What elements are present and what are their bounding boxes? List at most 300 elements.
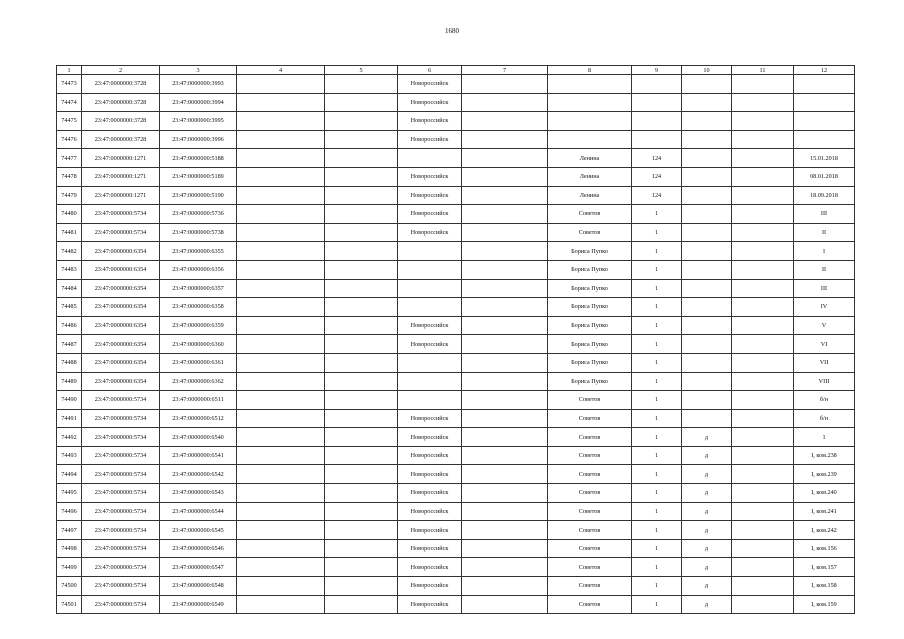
table-cell-col-3: 23:47:0000000:6360 [160, 335, 237, 354]
table-cell-col-12: 1 [794, 428, 855, 447]
table-cell-col-5 [325, 167, 398, 186]
table-cell-col-11 [732, 186, 794, 205]
table-cell-col-7 [462, 205, 548, 224]
table-cell-col-3: 23:47:0000000:6511 [160, 391, 237, 410]
table-cell-col-6: Новороссийск [398, 465, 462, 484]
table-cell-col-11 [732, 391, 794, 410]
table-cell-col-10 [682, 316, 732, 335]
table-row [57, 484, 855, 503]
table-cell-col-11 [732, 223, 794, 242]
table-cell-col-2: 23:47:0000000:5734 [82, 409, 160, 428]
table-cell-col-6: Новороссийск [398, 335, 462, 354]
table-cell-col-6: Новороссийск [398, 223, 462, 242]
table-cell-col-8: Бориса Пупко [548, 279, 632, 298]
table-cell-col-9: 1 [632, 446, 682, 465]
table-row [57, 335, 855, 354]
table-cell-col-10 [682, 149, 732, 168]
table-cell-col-12: I, ком.157 [794, 558, 855, 577]
table-cell-col-8: Бориса Пупко [548, 353, 632, 372]
table-cell-col-4 [237, 130, 325, 149]
table-cell-col-2: 23:47:0000000:6354 [82, 335, 160, 354]
table-cell-col-2: 23:47:0000000:5734 [82, 577, 160, 596]
table-cell-col-7 [462, 167, 548, 186]
table-cell-col-12: I, ком.156 [794, 539, 855, 558]
column-header-9: 9 [632, 66, 682, 75]
table-cell-col-7 [462, 409, 548, 428]
table-cell-col-1: 74488 [57, 353, 82, 372]
table-cell-col-8 [548, 130, 632, 149]
table-cell-col-8: Советов [548, 577, 632, 596]
table-cell-col-9: 1 [632, 409, 682, 428]
table-cell-col-4 [237, 502, 325, 521]
table-cell-col-6: Новороссийск [398, 409, 462, 428]
table-cell-col-7 [462, 75, 548, 94]
table-cell-col-3: 23:47:0000000:6545 [160, 521, 237, 540]
table-cell-col-10 [682, 260, 732, 279]
table-cell-col-9: 124 [632, 186, 682, 205]
table-cell-col-5 [325, 391, 398, 410]
table-cell-col-12: III [794, 205, 855, 224]
table-row [57, 558, 855, 577]
table-cell-col-9 [632, 93, 682, 112]
table-row [57, 521, 855, 540]
table-cell-col-12: 08.01.2018 [794, 167, 855, 186]
table-cell-col-1: 74498 [57, 539, 82, 558]
table-cell-col-11 [732, 149, 794, 168]
table-cell-col-4 [237, 260, 325, 279]
table-cell-col-1: 74485 [57, 298, 82, 317]
table-cell-col-11 [732, 93, 794, 112]
table-row [57, 223, 855, 242]
table-cell-col-5 [325, 93, 398, 112]
table-row [57, 130, 855, 149]
table-cell-col-3: 23:47:0000000:5738 [160, 223, 237, 242]
table-cell-col-5 [325, 205, 398, 224]
table-row [57, 391, 855, 410]
table-cell-col-9: 1 [632, 595, 682, 614]
table-cell-col-1: 74489 [57, 372, 82, 391]
table-cell-col-12 [794, 75, 855, 94]
table-cell-col-12: 15.01.2018 [794, 149, 855, 168]
table-cell-col-3: 23:47:0000000:6512 [160, 409, 237, 428]
table-cell-col-9: 1 [632, 484, 682, 503]
table-cell-col-2: 23:47:0000000:1271 [82, 167, 160, 186]
table-cell-col-7 [462, 577, 548, 596]
table-cell-col-1: 74474 [57, 93, 82, 112]
table-cell-col-6 [398, 279, 462, 298]
table-row [57, 428, 855, 447]
table-cell-col-6: Новороссийск [398, 428, 462, 447]
table-cell-col-6: Новороссийск [398, 521, 462, 540]
table-cell-col-7 [462, 372, 548, 391]
table-cell-col-2: 23:47:0000000:5734 [82, 502, 160, 521]
table-cell-col-9: 1 [632, 465, 682, 484]
table-cell-col-6: Новороссийск [398, 539, 462, 558]
table-cell-col-6: Новороссийск [398, 316, 462, 335]
table-cell-col-10: д [682, 595, 732, 614]
table-cell-col-1: 74491 [57, 409, 82, 428]
table-cell-col-1: 74482 [57, 242, 82, 261]
table-cell-col-5 [325, 223, 398, 242]
table-cell-col-9: 1 [632, 260, 682, 279]
table-cell-col-4 [237, 167, 325, 186]
table-cell-col-12: I, ком.238 [794, 446, 855, 465]
table-cell-col-1: 74492 [57, 428, 82, 447]
table-cell-col-3: 23:47:0000000:3996 [160, 130, 237, 149]
table-cell-col-9: 1 [632, 577, 682, 596]
table-cell-col-7 [462, 335, 548, 354]
table-cell-col-3: 23:47:0000000:6359 [160, 316, 237, 335]
column-header-4: 4 [237, 66, 325, 75]
table-cell-col-5 [325, 298, 398, 317]
table-cell-col-12: VII [794, 353, 855, 372]
table-cell-col-2: 23:47:0000000:6354 [82, 260, 160, 279]
table-cell-col-6: Новороссийск [398, 205, 462, 224]
table-cell-col-4 [237, 595, 325, 614]
table-cell-col-11 [732, 335, 794, 354]
column-header-7: 7 [462, 66, 548, 75]
table-cell-col-4 [237, 558, 325, 577]
table-cell-col-6: Новороссийск [398, 484, 462, 503]
table-cell-col-5 [325, 112, 398, 131]
column-header-3: 3 [160, 66, 237, 75]
table-cell-col-9: 1 [632, 558, 682, 577]
table-cell-col-9: 1 [632, 428, 682, 447]
table-cell-col-12 [794, 112, 855, 131]
table-cell-col-12: I, ком.239 [794, 465, 855, 484]
table-cell-col-12: VIII [794, 372, 855, 391]
table-cell-col-9: 1 [632, 539, 682, 558]
table-cell-col-2: 23:47:0000000:6354 [82, 353, 160, 372]
table-cell-col-7 [462, 502, 548, 521]
table-cell-col-12: б/н [794, 391, 855, 410]
table-cell-col-9: 1 [632, 279, 682, 298]
table-cell-col-1: 74496 [57, 502, 82, 521]
table-cell-col-11 [732, 446, 794, 465]
table-cell-col-2: 23:47:0000000:6354 [82, 279, 160, 298]
table-cell-col-7 [462, 186, 548, 205]
table-cell-col-11 [732, 75, 794, 94]
table-cell-col-7 [462, 242, 548, 261]
table-cell-col-4 [237, 335, 325, 354]
table-cell-col-8: Ленина [548, 149, 632, 168]
table-row [57, 93, 855, 112]
table-cell-col-9 [632, 130, 682, 149]
table-cell-col-1: 74497 [57, 521, 82, 540]
table-body [57, 75, 855, 614]
table-cell-col-5 [325, 484, 398, 503]
table-cell-col-8: Советов [548, 521, 632, 540]
table-cell-col-8 [548, 112, 632, 131]
table-cell-col-1: 74499 [57, 558, 82, 577]
table-cell-col-2: 23:47:0000000:3728 [82, 130, 160, 149]
table-cell-col-10 [682, 279, 732, 298]
table-cell-col-4 [237, 521, 325, 540]
table-cell-col-12: б/н [794, 409, 855, 428]
table-cell-col-4 [237, 577, 325, 596]
table-cell-col-1: 74486 [57, 316, 82, 335]
table-cell-col-4 [237, 484, 325, 503]
table-cell-col-10 [682, 130, 732, 149]
table-cell-col-12 [794, 130, 855, 149]
table-cell-col-8: Бориса Пупко [548, 335, 632, 354]
table-cell-col-7 [462, 112, 548, 131]
table-cell-col-3: 23:47:0000000:6542 [160, 465, 237, 484]
table-cell-col-2: 23:47:0000000:3728 [82, 93, 160, 112]
table-row [57, 409, 855, 428]
table-cell-col-1: 74478 [57, 167, 82, 186]
table-cell-col-8: Бориса Пупко [548, 260, 632, 279]
table-cell-col-11 [732, 502, 794, 521]
table-cell-col-5 [325, 577, 398, 596]
table-cell-col-7 [462, 484, 548, 503]
table-cell-col-4 [237, 149, 325, 168]
table-cell-col-9: 1 [632, 223, 682, 242]
table-cell-col-9: 1 [632, 502, 682, 521]
table-cell-col-5 [325, 502, 398, 521]
table-cell-col-3: 23:47:0000000:6547 [160, 558, 237, 577]
table-cell-col-6: Новороссийск [398, 186, 462, 205]
table-cell-col-6: Новороссийск [398, 446, 462, 465]
table-row [57, 205, 855, 224]
table-cell-col-4 [237, 428, 325, 447]
table-cell-col-10 [682, 112, 732, 131]
table-cell-col-7 [462, 521, 548, 540]
table-row [57, 167, 855, 186]
table-cell-col-7 [462, 298, 548, 317]
table-cell-col-10: д [682, 577, 732, 596]
table-cell-col-7 [462, 279, 548, 298]
table-cell-col-1: 74477 [57, 149, 82, 168]
table-cell-col-12: I [794, 242, 855, 261]
table-cell-col-10: д [682, 465, 732, 484]
table-cell-col-3: 23:47:0000000:5736 [160, 205, 237, 224]
table-cell-col-8: Советов [548, 409, 632, 428]
table-cell-col-2: 23:47:0000000:3728 [82, 112, 160, 131]
table-cell-col-4 [237, 465, 325, 484]
table-cell-col-1: 74479 [57, 186, 82, 205]
table-cell-col-9: 1 [632, 205, 682, 224]
table-cell-col-11 [732, 521, 794, 540]
table-cell-col-9: 1 [632, 372, 682, 391]
table-cell-col-10 [682, 93, 732, 112]
table-cell-col-12: 18.09.2018 [794, 186, 855, 205]
table-cell-col-11 [732, 316, 794, 335]
table-cell-col-6: Новороссийск [398, 112, 462, 131]
table-cell-col-2: 23:47:0000000:5734 [82, 446, 160, 465]
table-cell-col-5 [325, 149, 398, 168]
table-cell-col-1: 74487 [57, 335, 82, 354]
table-cell-col-1: 74501 [57, 595, 82, 614]
table-cell-col-3: 23:47:0000000:6356 [160, 260, 237, 279]
table-cell-col-3: 23:47:0000000:6540 [160, 428, 237, 447]
table-cell-col-6 [398, 391, 462, 410]
table-cell-col-10 [682, 242, 732, 261]
table-cell-col-9: 1 [632, 298, 682, 317]
table-cell-col-3: 23:47:0000000:6358 [160, 298, 237, 317]
table-row [57, 465, 855, 484]
table-cell-col-5 [325, 186, 398, 205]
table-cell-col-2: 23:47:0000000:6354 [82, 372, 160, 391]
table-cell-col-12: I, ком.240 [794, 484, 855, 503]
table-cell-col-8: Советов [548, 484, 632, 503]
table-cell-col-10: д [682, 558, 732, 577]
table-cell-col-2: 23:47:0000000:6354 [82, 298, 160, 317]
table-header-row [57, 66, 855, 75]
table-cell-col-8: Советов [548, 502, 632, 521]
table-cell-col-1: 74473 [57, 75, 82, 94]
table-cell-col-7 [462, 93, 548, 112]
table-cell-col-11 [732, 205, 794, 224]
table-cell-col-3: 23:47:0000000:5190 [160, 186, 237, 205]
table-cell-col-10: д [682, 502, 732, 521]
table-cell-col-5 [325, 316, 398, 335]
table-cell-col-11 [732, 409, 794, 428]
table-cell-col-10 [682, 391, 732, 410]
table-cell-col-5 [325, 539, 398, 558]
table-cell-col-1: 74500 [57, 577, 82, 596]
table-row [57, 242, 855, 261]
table-cell-col-10: д [682, 521, 732, 540]
table-cell-col-12: I, ком.159 [794, 595, 855, 614]
table-cell-col-11 [732, 279, 794, 298]
table-cell-col-7 [462, 539, 548, 558]
table-row [57, 353, 855, 372]
table-cell-col-4 [237, 242, 325, 261]
table-cell-col-6: Новороссийск [398, 595, 462, 614]
table-cell-col-12: I, ком.242 [794, 521, 855, 540]
table-cell-col-2: 23:47:0000000:5734 [82, 428, 160, 447]
table-row [57, 539, 855, 558]
table-cell-col-2: 23:47:0000000:5734 [82, 484, 160, 503]
table-cell-col-11 [732, 353, 794, 372]
table-cell-col-7 [462, 428, 548, 447]
table-cell-col-4 [237, 279, 325, 298]
table-cell-col-1: 74480 [57, 205, 82, 224]
table-cell-col-11 [732, 465, 794, 484]
table-cell-col-9: 1 [632, 391, 682, 410]
table-cell-col-10 [682, 75, 732, 94]
table-cell-col-1: 74493 [57, 446, 82, 465]
table-cell-col-4 [237, 391, 325, 410]
table-cell-col-6 [398, 372, 462, 391]
table-cell-col-11 [732, 167, 794, 186]
table-cell-col-5 [325, 372, 398, 391]
table-cell-col-3: 23:47:0000000:6362 [160, 372, 237, 391]
column-header-5: 5 [325, 66, 398, 75]
table-cell-col-6 [398, 242, 462, 261]
table-cell-col-2: 23:47:0000000:1271 [82, 186, 160, 205]
table-cell-col-4 [237, 112, 325, 131]
table-cell-col-9: 1 [632, 335, 682, 354]
table-cell-col-8: Советов [548, 446, 632, 465]
table-cell-col-6: Новороссийск [398, 130, 462, 149]
table-cell-col-11 [732, 112, 794, 131]
table-cell-col-8: Советов [548, 558, 632, 577]
table-cell-col-3: 23:47:0000000:3993 [160, 75, 237, 94]
table-cell-col-6: Новороссийск [398, 167, 462, 186]
table-cell-col-1: 74483 [57, 260, 82, 279]
table-cell-col-3: 23:47:0000000:6549 [160, 595, 237, 614]
table-row [57, 298, 855, 317]
table-cell-col-4 [237, 186, 325, 205]
table-cell-col-10 [682, 409, 732, 428]
table-cell-col-10: д [682, 539, 732, 558]
table-cell-col-2: 23:47:0000000:5734 [82, 465, 160, 484]
table-cell-col-5 [325, 335, 398, 354]
table-cell-col-2: 23:47:0000000:1271 [82, 149, 160, 168]
table-cell-col-7 [462, 558, 548, 577]
table-cell-col-6: Новороссийск [398, 558, 462, 577]
table-cell-col-10 [682, 335, 732, 354]
table-cell-col-2: 23:47:0000000:5734 [82, 595, 160, 614]
table-cell-col-4 [237, 316, 325, 335]
table-cell-col-12: I, ком.158 [794, 577, 855, 596]
table-cell-col-11 [732, 242, 794, 261]
table-cell-col-10: д [682, 446, 732, 465]
registry-table [56, 65, 855, 614]
table-cell-col-3: 23:47:0000000:5189 [160, 167, 237, 186]
table-cell-col-1: 74494 [57, 465, 82, 484]
table-cell-col-10: д [682, 484, 732, 503]
table-cell-col-9: 1 [632, 521, 682, 540]
table-cell-col-8: Советов [548, 539, 632, 558]
table-cell-col-7 [462, 446, 548, 465]
table-cell-col-7 [462, 149, 548, 168]
table-cell-col-10 [682, 223, 732, 242]
column-header-8: 8 [548, 66, 632, 75]
table-cell-col-2: 23:47:0000000:5734 [82, 223, 160, 242]
table-cell-col-4 [237, 75, 325, 94]
table-cell-col-9 [632, 112, 682, 131]
table-cell-col-10: д [682, 428, 732, 447]
table-cell-col-8: Бориса Пупко [548, 242, 632, 261]
table-cell-col-5 [325, 409, 398, 428]
table-cell-col-4 [237, 409, 325, 428]
table-cell-col-12: IV [794, 298, 855, 317]
table-cell-col-11 [732, 577, 794, 596]
table-cell-col-10 [682, 298, 732, 317]
table-row [57, 112, 855, 131]
table-cell-col-3: 23:47:0000000:6548 [160, 577, 237, 596]
table-cell-col-8: Ленина [548, 167, 632, 186]
table-cell-col-12: I, ком.241 [794, 502, 855, 521]
table-cell-col-6: Новороссийск [398, 577, 462, 596]
table-row [57, 577, 855, 596]
table-cell-col-11 [732, 484, 794, 503]
table-cell-col-8 [548, 93, 632, 112]
table-cell-col-11 [732, 298, 794, 317]
table-cell-col-1: 74475 [57, 112, 82, 131]
table-cell-col-8: Советов [548, 595, 632, 614]
table-cell-col-1: 74495 [57, 484, 82, 503]
table-cell-col-3: 23:47:0000000:6355 [160, 242, 237, 261]
table-row [57, 75, 855, 94]
table-cell-col-7 [462, 465, 548, 484]
table-cell-col-7 [462, 391, 548, 410]
table-cell-col-5 [325, 353, 398, 372]
table-cell-col-5 [325, 465, 398, 484]
table-cell-col-10 [682, 372, 732, 391]
table-cell-col-4 [237, 93, 325, 112]
table-cell-col-5 [325, 595, 398, 614]
table-cell-col-10 [682, 353, 732, 372]
table-cell-col-1: 74476 [57, 130, 82, 149]
table-cell-col-3: 23:47:0000000:3994 [160, 93, 237, 112]
table-cell-col-5 [325, 446, 398, 465]
table-cell-col-2: 23:47:0000000:6354 [82, 316, 160, 335]
table-cell-col-10 [682, 167, 732, 186]
